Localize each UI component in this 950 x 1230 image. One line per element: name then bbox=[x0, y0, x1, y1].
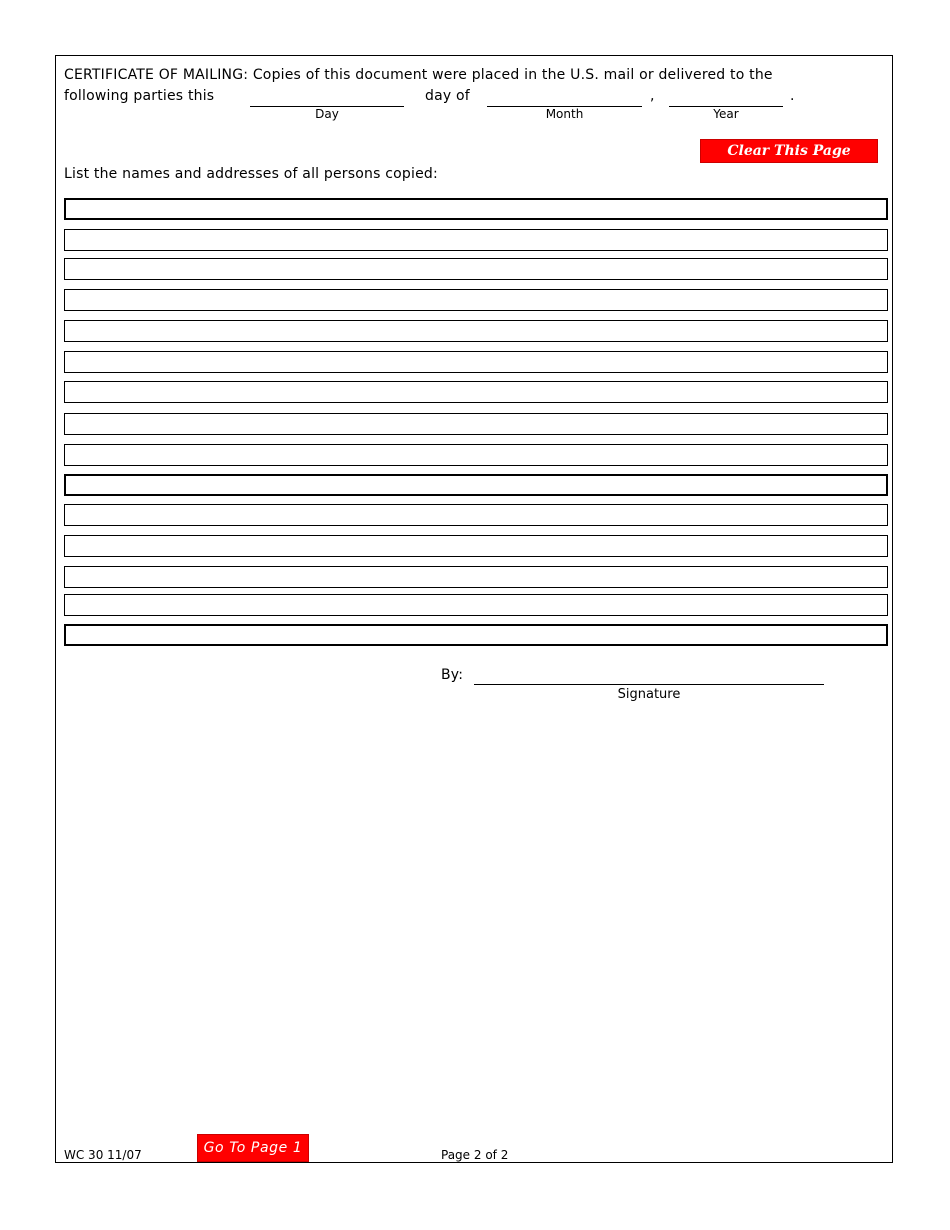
address-field[interactable] bbox=[64, 320, 888, 342]
list-instruction: List the names and addresses of all persons copied: bbox=[64, 166, 438, 182]
certificate-heading: CERTIFICATE OF MAILING: Copies of this document were placed in the U.S. mail or delivered to the bbox=[64, 67, 773, 83]
address-field[interactable] bbox=[64, 289, 888, 311]
year-label: Year bbox=[713, 107, 739, 121]
signature-field[interactable] bbox=[474, 684, 824, 685]
address-field[interactable] bbox=[64, 566, 888, 588]
month-label: Month bbox=[545, 107, 584, 121]
certificate-heading-line2: following parties this bbox=[64, 88, 215, 104]
address-field[interactable] bbox=[64, 535, 888, 557]
form-id: WC 30 11/07 bbox=[64, 1148, 142, 1162]
address-field[interactable] bbox=[64, 413, 888, 435]
day-label: Day bbox=[315, 107, 339, 121]
address-field[interactable] bbox=[64, 474, 888, 496]
address-field[interactable] bbox=[64, 381, 888, 403]
address-field[interactable] bbox=[64, 594, 888, 616]
address-field[interactable] bbox=[64, 624, 888, 646]
page-indicator: Page 2 of 2 bbox=[441, 1148, 509, 1162]
address-field[interactable] bbox=[64, 258, 888, 280]
address-field[interactable] bbox=[64, 351, 888, 373]
address-field[interactable] bbox=[64, 444, 888, 466]
signature-label: Signature bbox=[617, 687, 681, 702]
address-field[interactable] bbox=[64, 504, 888, 526]
comma-separator: , bbox=[650, 88, 655, 104]
go-to-page-1-button[interactable]: Go To Page 1 bbox=[197, 1134, 309, 1162]
day-of-text: day of bbox=[425, 88, 470, 104]
by-label: By: bbox=[441, 667, 464, 683]
address-field[interactable] bbox=[64, 229, 888, 251]
period-mark: . bbox=[790, 88, 795, 104]
address-field[interactable] bbox=[64, 198, 888, 220]
clear-page-button[interactable]: Clear This Page bbox=[700, 139, 878, 163]
